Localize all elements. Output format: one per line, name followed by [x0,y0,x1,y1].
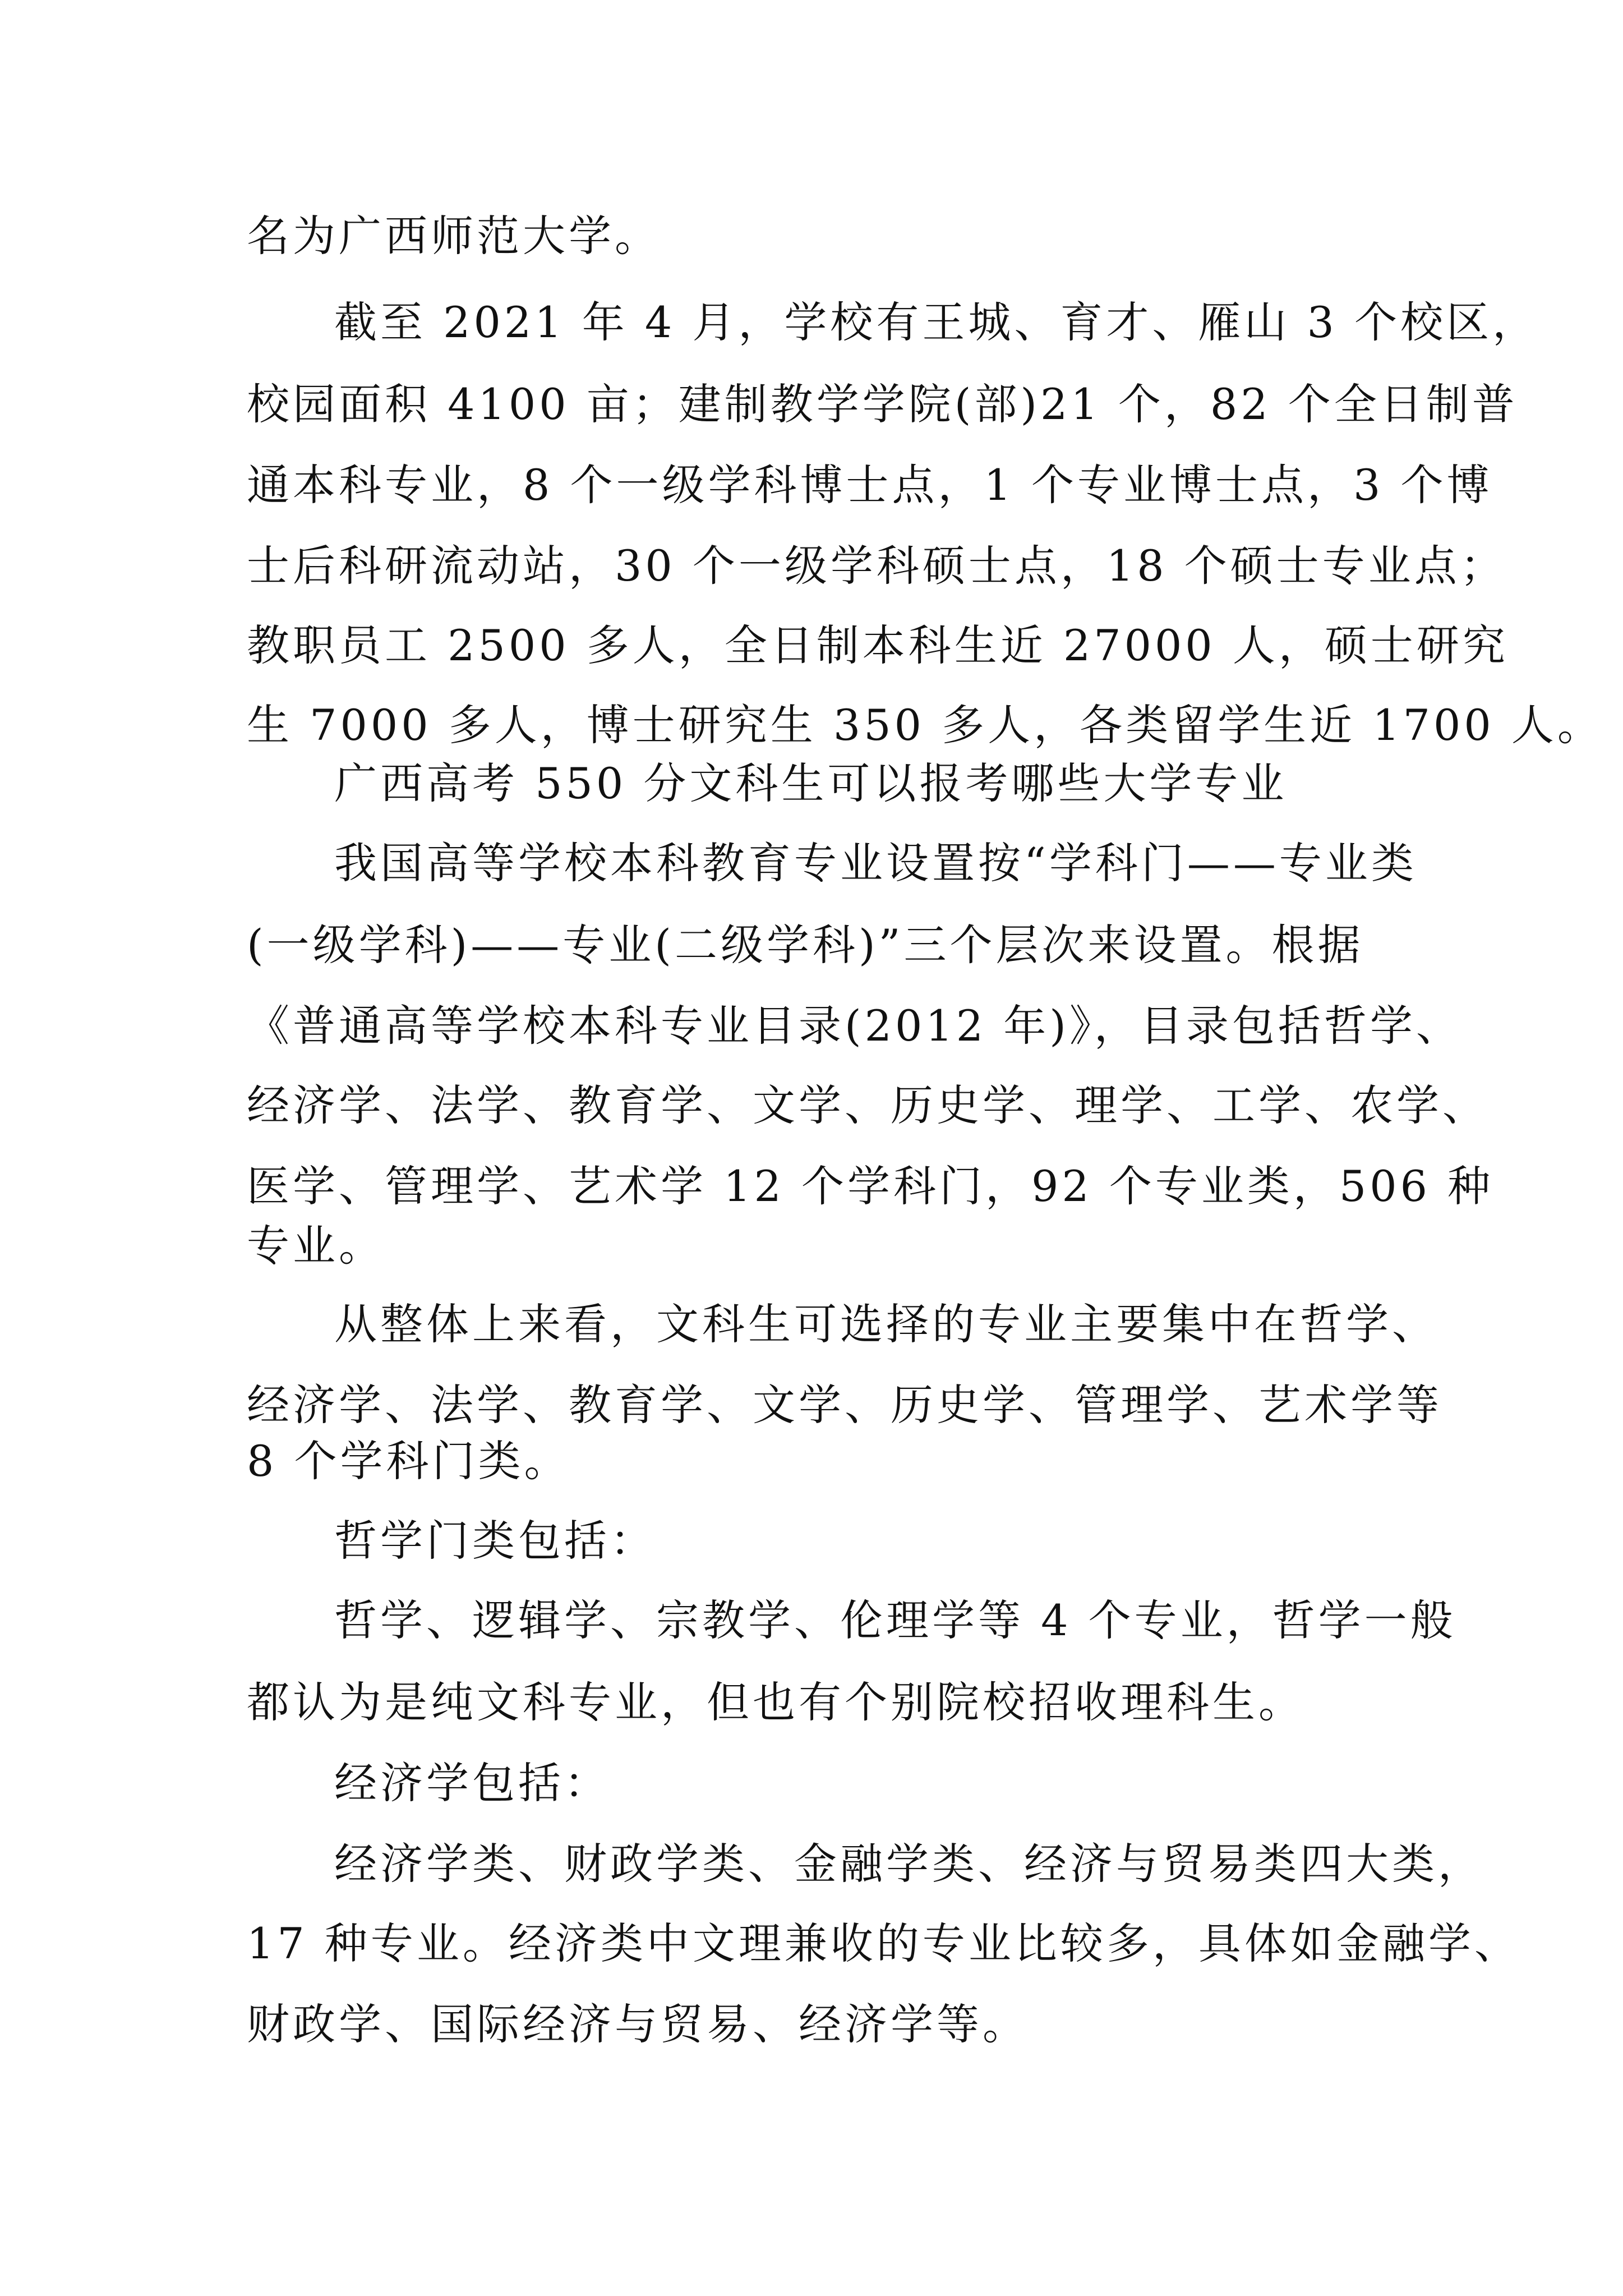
text-line: 17 种专业。经济类中文理兼收的专业比较多，具体如金融学、 [247,1918,1520,1968]
text-line: 《普通高等学校本科专业目录(2012 年)》，目录包括哲学、 [247,1001,1462,1051]
text-line: 经济学、法学、教育学、文学、历史学、管理学、艺术学等 [247,1380,1442,1430]
text-line: (一级学科)——专业(二级学科)”三个层次来设置。根据 [247,920,1364,970]
text-line: 都认为是纯文科专业，但也有个别院校招收理科生。 [247,1677,1304,1727]
section-heading: 广西高考 550 分文科生可以报考哪些大学专业 [334,758,1288,808]
text-line: 通本科专业，8 个一级学科博士点，1 个专业博士点，3 个博 [247,460,1493,510]
text-line: 经济学、法学、教育学、文学、历史学、理学、工学、农学、 [247,1080,1488,1130]
text-line: 生 7000 多人，博士研究生 350 多人，各类留学生近 1700 人。 [247,700,1603,750]
text-line: 截至 2021 年 4 月，学校有王城、育才、雁山 3 个校区， [334,297,1539,347]
text-line: 士后科研流动站，30 个一级学科硕士点，18 个硕士专业点； [247,541,1506,591]
section-heading: 哲学门类包括： [334,1516,656,1566]
text-line: 医学、管理学、艺术学 12 个学科门，92 个专业类，506 种 [247,1161,1494,1211]
text-line: 教职员工 2500 多人，全日制本科生近 27000 人，硕士研究 [247,620,1509,670]
text-line: 经济学类、财政学类、金融学类、经济与贸易类四大类， [334,1839,1484,1889]
text-line: 专业。 [247,1221,385,1271]
text-line: 财政学、国际经济与贸易、经济学等。 [247,1999,1029,2049]
text-line: 校园面积 4100 亩；建制教学学院(部)21 个，82 个全日制普 [247,379,1518,429]
section-heading: 经济学包括： [334,1758,610,1808]
text-line: 名为广西师范大学。 [247,211,661,261]
text-line: 从整体上来看，文科生可选择的专业主要集中在哲学、 [334,1299,1438,1349]
text-line: 8 个学科门类。 [247,1436,570,1486]
text-line: 哲学、逻辑学、宗教学、伦理学等 4 个专业，哲学一般 [334,1595,1456,1645]
text-line: 我国高等学校本科教育专业设置按“学科门——专业类 [334,838,1417,888]
